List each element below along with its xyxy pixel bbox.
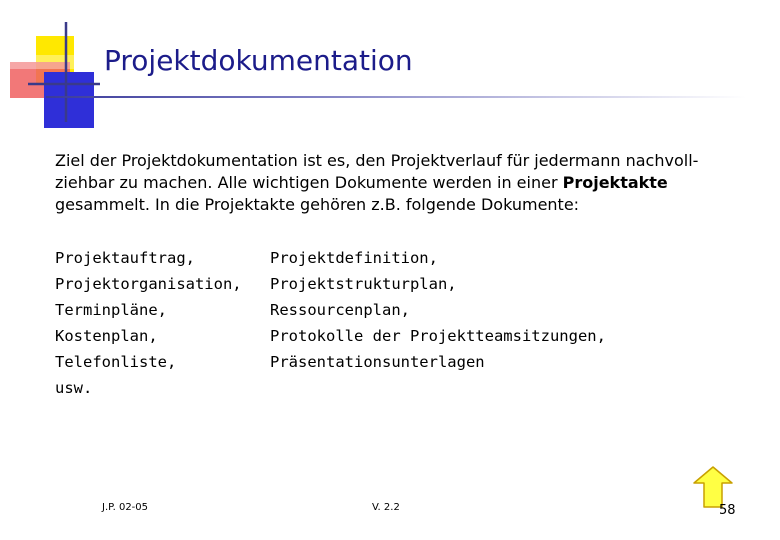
list-item: usw. [55,379,93,397]
list-item: Projektdefinition, [270,249,438,267]
intro-text [55,150,725,216]
title-divider [46,96,746,98]
intro-line-2 [55,172,725,194]
document-list-left [55,245,242,401]
list-item: Ressourcenplan, [270,301,410,319]
list-item: Projektstrukturplan, [270,275,457,293]
list-item: Projektauftrag, [55,249,195,267]
intro-bold-term: Projektakte [562,173,668,192]
footer-author: J.P. 02-05 [102,502,149,513]
document-list-right [270,245,606,375]
intro-line-1: Ziel der Projektdokumentation ist es, den Projektverlauf für jedermann nachvoll- [55,151,699,170]
intro-line-3: gesammelt. In die Projektakte gehören z.B. folgende Dokumente: [55,195,580,214]
intro-line-2-text: ziehbar zu machen. Alle wichtigen Dokumente werden in einer [55,173,563,192]
page-number: 58 [719,503,736,518]
footer-version: V. 2.2 [372,502,400,513]
list-item: Präsentationsunterlagen [270,353,485,371]
list-item: Kostenplan, [55,327,158,345]
slide-title: Projektdokumentation [104,44,413,77]
list-item: Terminpläne, [55,301,167,319]
list-item: Projektorganisation, [55,275,242,293]
list-item: Telefonliste, [55,353,177,371]
decorative-squares-logo [0,0,110,130]
list-item: Protokolle der Projektteamsitzungen, [270,327,606,345]
